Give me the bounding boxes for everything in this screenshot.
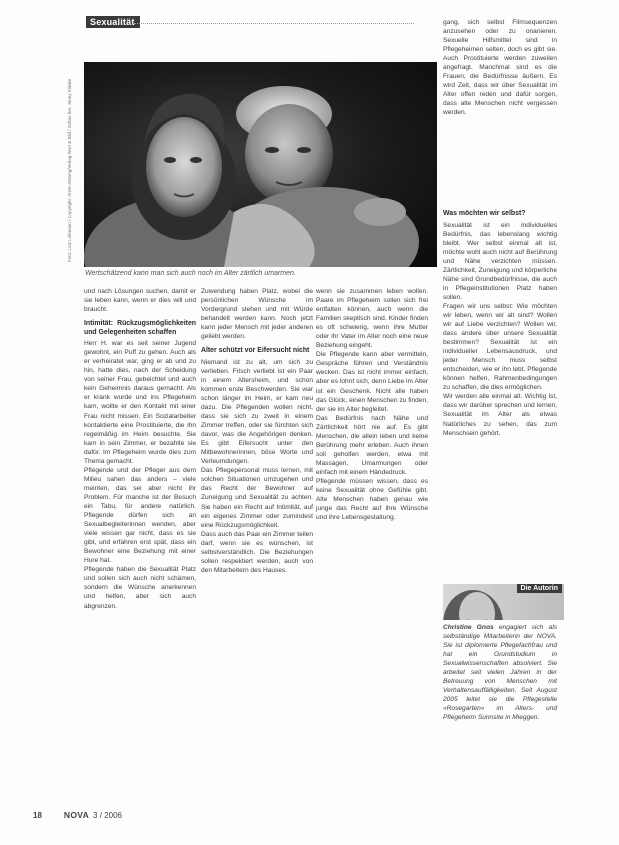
paragraph: Das Pflegepersonal muss lernen, mit solchen Situationen umzugehen und das Recht der Bewohner auf Zuneigung und Sexualität zu achten. Sie haben ein Recht auf Intimität, auf ein eigenes Zimmer oder zumindest eine Rückzugsmöglichkeit. — [201, 467, 313, 529]
page-number: 18 — [33, 811, 42, 820]
section-tag: Sexualität — [86, 16, 140, 28]
paragraph: Die Pflegende kann aber vermitteln, Gespräche führen und Verständnis wecken. Das ist nicht immer einfach, aber es lohnt sich, denn Liebe im Alter ist ein Geschenk. Nicht alle haben das Glück, einen Menschen zu finden, der sie im Alter begleitet. — [316, 351, 428, 413]
text-column-2 — [201, 287, 313, 807]
author-label: Die Autorin — [517, 584, 562, 593]
paragraph — [443, 623, 557, 723]
photo-illustration — [84, 62, 437, 267]
paragraph: Fragen wir uns selbst: Wie möchten wir leben, wenn wir alt sind? Wollen wir auf Liebe verzichten? Wollen wir, dass andere über unsere Sexualität bestimmen? Sexualität ist ein individueller Lebensausdruck, und jeder Mensch muss selbst entscheiden, wie er ihn lebt. Pflegende können helfen, Rahmenbedingungen zu schaffen, die dies ermöglichen. — [443, 302, 557, 392]
subheading: Intimität: Rückzugsmöglichkeiten und Gelegenheiten schaffen — [84, 320, 196, 336]
paragraph: Pflegende müssen wissen, dass es keine Sexualität ohne Gefühle gibt. Alte Menschen haben genau wie junge das Recht auf ihre Wünsche und ihre Lebensgestaltung. — [316, 477, 428, 522]
paragraph: Herr H. war es seit seiner Jugend gewohnt, ein Puff zu gehen. Auch als er verheiratet war, ging er ab und zu hin, hatte dies, nach der Scheidung von seiner Frau, gebeichtet und auch kein Geheimnis daraus gemacht. Als er krank wurde und ins Pflegeheim kam, wollte er den Kontakt mit einer Frau nicht missen. Ein Sozialarbeiter kontaktierte eine Prostituierte, die ihn regelmäßig im Heim besuchte. Sie kam in sein Zimmer, er bezahlte sie dafür. Im Pflegeheim wurde dies zum Thema gemacht. — [84, 340, 196, 465]
magazine-name: NOVA — [63, 810, 90, 820]
paragraph: und nach Lösungen suchen, damit er sie leben kann, wenn er dies will und braucht. — [84, 288, 196, 314]
author-photo — [443, 584, 564, 620]
author-bio — [443, 623, 557, 823]
paragraph: Zuwendung haben Platz, wobei die persönlichen Wünsche im Vordergrund stehen und mit Würde behandelt werden kann. Noch jetzt kann jeder Mensch mit jeder anderen geliebt werden. — [201, 288, 313, 341]
text-column-1 — [84, 287, 196, 807]
paragraph: Das Bedürfnis nach Nähe und Zärtlichkeit hört nie auf. Es gibt Menschen, die allein leben und keine Berührung mehr erleben. Auch ihnen soll geholfen werden, etwa mit Massagen, Umarmungen oder einfach mit einem Händedruck. — [316, 414, 428, 476]
paragraph: Sexualität ist ein individuelles Bedürfnis, das lebenslang wichtig bleibt. Wer selbst einmal alt ist, möchte wohl auch nicht auf Berührung und Nähe verzichten müssen. Zärtlichkeit, Zuneigung und körperliche Nähe sind Grundbedürfnisse, die auch in Pflegeinstitutionen Platz haben sollen. — [443, 221, 557, 301]
author-name: Christine Gnos — [443, 624, 494, 631]
photo-credit: Foto: Lutz Leitmann / Copyright: Ärzte-Zeitung/Verlag Wort & Bild / Schau her, Jenny Klimke — [67, 78, 72, 262]
photo-couple — [84, 62, 437, 267]
photo-caption: Wertschätzend kann man sich auch noch im Alter zärtlich umarmen. — [85, 270, 296, 277]
subheading: Was möchten wir selbst? — [443, 210, 526, 217]
paragraph: Dass auch das Paar ein Zimmer teilen darf, wenn sie es wünschen, ist selbstverständlich. Die Beziehungen sollen respektiert werden, auch von den Mitarbeitern des Hauses. — [201, 530, 313, 574]
paragraph: gang, sich selbst Filmsequenzen anzusehen oder zu onanieren. Sexuelle Hilfsmittel sind in Pflegeheimen selten, doch es gibt sie. Auch Prostituierte werden zuweilen angefragt. Manchmal sind es die Frauen, die Bedürfnisse äußern. Es wird Zeit, dass wir über Sexualität im Alter offen reden und dafür sorgen, dass alte Menschen nicht vergessen werden. — [443, 19, 557, 117]
header-rule — [134, 23, 414, 24]
paragraph: Wir werden alle einmal alt. Wichtig ist, dass wir darüber sprechen und lernen, Sexualität im Alter als etwas Natürliches zu sehen, das zum Menschsein gehört. — [443, 393, 557, 437]
paragraph: Niemand ist zu alt, um sich zu verlieben. Frisch verliebt ist ein Paar in einem Altersheim, und schon kommen erste Beschwerden. Sie war schon länger im Heim, er kam neu dazu. Die Pflegenden wollen nicht, dass sie sich zu zweit in einem Zimmer treffen, oder sie fürchten sich davor, was die Angehörigen denken. Es gibt Eifersucht unter den Mitbewohnerinnen, böse Worte und Verleumdungen. — [201, 358, 313, 466]
paragraph: wenn sie zusammen leben wollen. Paare im Pflegeheim sollen sich frei entfalten können, auch wenn die Familien skeptisch sind. Kinder finden es oft schwierig, wenn ihre Mutter oder ihr Vater im Alter noch eine neue Beziehung eingeht. — [316, 288, 428, 350]
subheading: Alter schützt vor Eifersucht nicht — [201, 347, 310, 355]
paragraph: Pflegende haben die Sexualität Platz und sollen sich auch nicht schämen, sondern die Wünsche anerkennen und helfen, aber sich auch abgrenzen. — [84, 566, 196, 610]
issue-number: 3 / 2006 — [93, 811, 122, 820]
text-column-3 — [316, 287, 428, 807]
text-column-4-middle — [443, 204, 557, 584]
page-footer — [33, 810, 122, 820]
paragraph: Pflegende und der Pfleger aus dem Milieu sahen das anders – viele meinten, das sei aber nicht ihr Problem. Für manche ist der Besuch ein Tabu, für andere natürlich. Pflegende dürfen sich an Sexualbegleiterinnen wenden, aber viele wissen gar nicht, dass es sie gibt, und erfahren erst spät, dass ein Bewohner eine Beziehung mit einer Hure hat. — [84, 466, 196, 565]
author-text: engagiert sich als selbständige Mitarbeiterin der NOVA. Sie ist diplomierte Pflegefachfrau und hat ein Grundstudium in Sexualwissenschaften absolviert. Sie arbeitet seit vielen Jahren in der Betreuung von Menschen mit Verhaltensauffälligkeiten. Seit August 2005 leitet sie die Pflegestelle «Rosegarten» im Alters- und Pflegeheim Sunnsite in Mieggen. — [443, 624, 557, 722]
